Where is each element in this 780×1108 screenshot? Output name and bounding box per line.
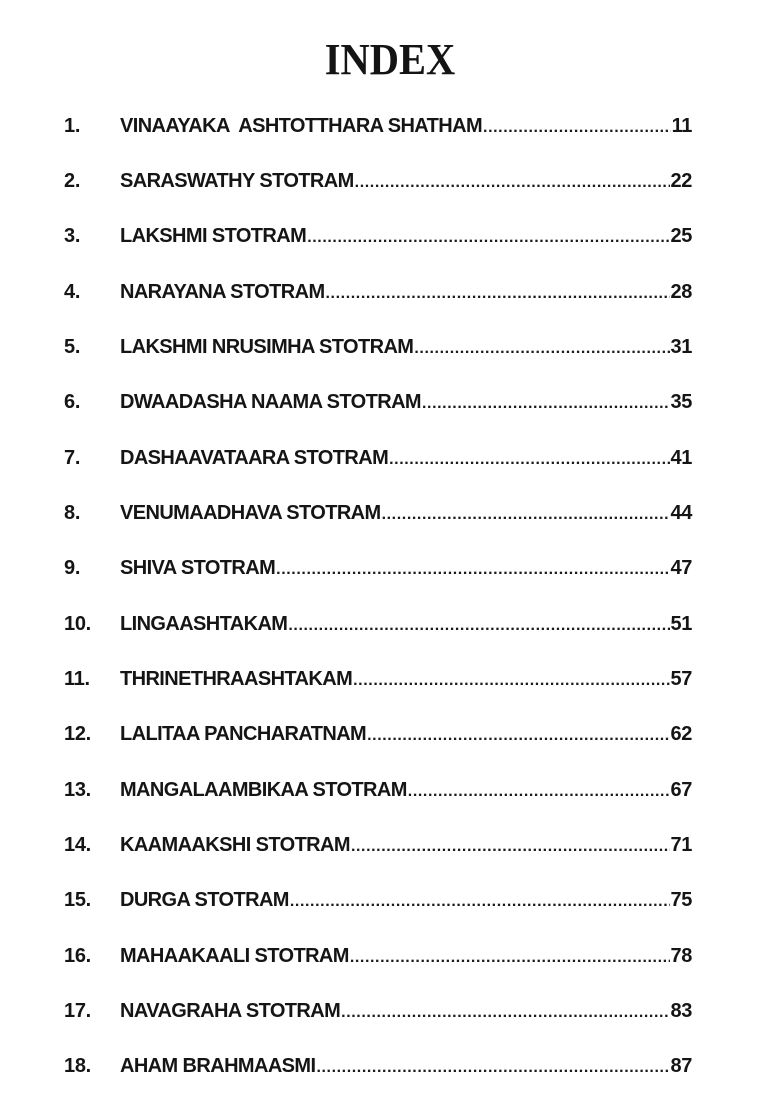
entry-title: MAHAAKAALI STOTRAM — [120, 945, 349, 967]
entry-number: 13. — [64, 779, 91, 801]
dot-leader — [422, 395, 670, 413]
entry-number: 18. — [64, 1055, 91, 1077]
entry-page-number: 35 — [670, 391, 692, 413]
toc-entry — [64, 889, 692, 915]
entry-number: 7. — [64, 447, 81, 469]
toc-entry — [64, 1000, 692, 1026]
entry-number: 9. — [64, 557, 81, 579]
toc-entry — [64, 945, 692, 971]
dot-leader — [326, 285, 670, 303]
toc-entry — [64, 557, 692, 583]
entry-page-number: 11 — [671, 115, 692, 137]
entry-page-number: 22 — [670, 170, 692, 192]
entry-number: 12. — [64, 723, 91, 745]
dot-leader — [408, 783, 670, 801]
entry-page-number: 57 — [670, 668, 692, 690]
dot-leader — [341, 1004, 669, 1022]
toc-entry — [64, 668, 692, 694]
toc-entry — [64, 723, 692, 749]
entry-number: 3. — [64, 225, 81, 247]
entry-title: SARASWATHY STOTRAM — [120, 170, 354, 192]
toc-entry — [64, 336, 692, 362]
entry-title: LAKSHMI NRUSIMHA STOTRAM — [120, 336, 414, 358]
entry-number: 6. — [64, 391, 81, 413]
page-title: INDEX — [324, 35, 456, 84]
toc-entry — [64, 779, 692, 805]
entry-title: SHIVA STOTRAM — [120, 557, 276, 579]
entry-number: 15. — [64, 889, 91, 911]
entry-title: NAVAGRAHA STOTRAM — [120, 1000, 341, 1022]
entry-page-number: 31 — [670, 336, 692, 358]
entry-page-number: 83 — [670, 1000, 692, 1022]
dot-leader — [307, 229, 669, 247]
entry-number: 14. — [64, 834, 91, 856]
toc-entry — [64, 170, 692, 196]
dot-leader — [382, 506, 670, 524]
dot-leader — [483, 119, 671, 137]
toc-entry — [64, 115, 692, 141]
toc-entry — [64, 391, 692, 417]
entry-title: LAKSHMI STOTRAM — [120, 225, 307, 247]
entry-title: THRINETHRAASHTAKAM — [120, 668, 353, 690]
dot-leader — [389, 451, 669, 469]
entry-page-number: 67 — [670, 779, 692, 801]
entry-title: NARAYANA STOTRAM — [120, 281, 325, 303]
entry-number: 2. — [64, 170, 81, 192]
entry-title: AHAM BRAHMAASMI — [120, 1055, 316, 1077]
entry-page-number: 62 — [670, 723, 692, 745]
toc-entry — [64, 1055, 692, 1081]
dot-leader — [316, 1059, 669, 1077]
entry-page-number: 87 — [670, 1055, 692, 1077]
toc-entry — [64, 502, 692, 528]
entry-number: 11. — [64, 668, 90, 690]
toc-entry — [64, 281, 692, 307]
entry-page-number: 25 — [670, 225, 692, 247]
entry-page-number: 75 — [670, 889, 692, 911]
dot-leader — [351, 838, 670, 856]
entry-number: 4. — [64, 281, 81, 303]
entry-title: DURGA STOTRAM — [120, 889, 289, 911]
entry-page-number: 44 — [670, 502, 692, 524]
entry-number: 10. — [64, 613, 91, 635]
entry-page-number: 47 — [670, 557, 692, 579]
dot-leader — [414, 340, 669, 358]
entry-title: DASHAAVATAARA STOTRAM — [120, 447, 389, 469]
dot-leader — [367, 727, 669, 745]
toc-entry — [64, 447, 692, 473]
entry-title: LALITAA PANCHARATNAM — [120, 723, 367, 745]
entry-number: 16. — [64, 945, 91, 967]
dot-leader — [350, 949, 670, 967]
toc-entry — [64, 225, 692, 251]
toc-entry — [64, 613, 692, 639]
dot-leader — [353, 672, 669, 690]
dot-leader — [290, 893, 670, 911]
entry-page-number: 51 — [670, 613, 692, 635]
entry-number: 5. — [64, 336, 81, 358]
entry-number: 17. — [64, 1000, 91, 1022]
entry-number: 8. — [64, 502, 81, 524]
dot-leader — [276, 561, 669, 579]
dot-leader — [355, 174, 670, 192]
entry-title: KAAMAAKSHI STOTRAM — [120, 834, 350, 856]
entry-title: MANGALAAMBIKAA STOTRAM — [120, 779, 407, 801]
dot-leader — [288, 617, 669, 635]
toc-entry — [64, 834, 692, 860]
entry-page-number: 78 — [670, 945, 692, 967]
entry-page-number: 28 — [670, 281, 692, 303]
entry-title: VENUMAADHAVA STOTRAM — [120, 502, 381, 524]
entry-title: DWAADASHA NAAMA STOTRAM — [120, 391, 421, 413]
entry-page-number: 41 — [670, 447, 692, 469]
entry-page-number: 71 — [670, 834, 692, 856]
entry-title: VINAAYAKA ASHTOTTHARA SHATHAM — [120, 115, 483, 137]
entry-number: 1. — [64, 115, 81, 137]
entry-title: LINGAASHTAKAM — [120, 613, 288, 635]
